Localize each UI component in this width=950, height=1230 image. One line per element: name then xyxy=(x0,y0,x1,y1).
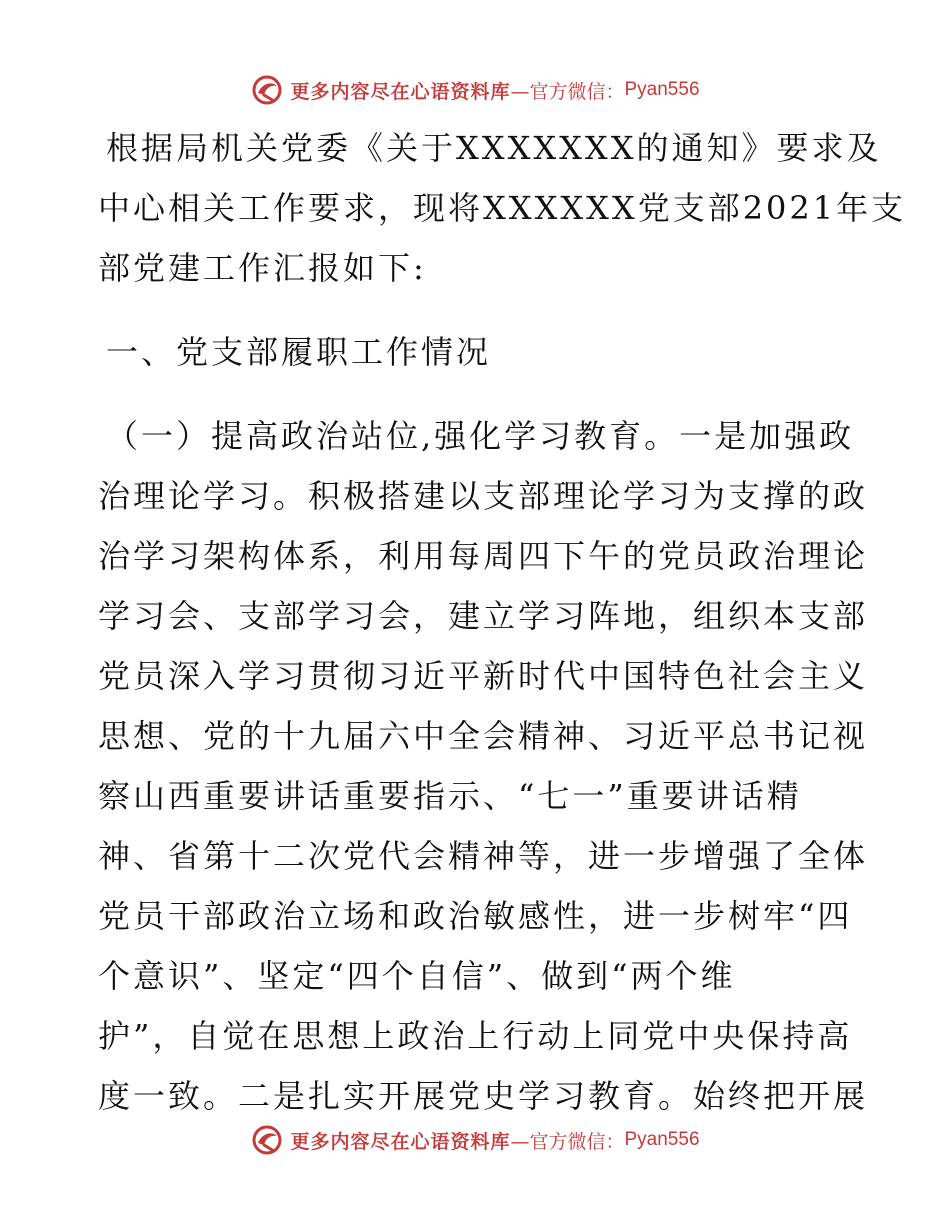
watermark-wechat-id: Pyan556 xyxy=(624,79,700,100)
watermark-wechat-id: Pyan556 xyxy=(624,1129,700,1150)
body-line: 思想、党的十九届六中全会精神、习近平总书记视 xyxy=(98,717,869,755)
body-line: 党员干部政治立场和政治敏感性，进一步树牢“四 xyxy=(98,897,853,935)
body-line: 神、省第十二次党代会精神等，进一步增强了全体 xyxy=(98,837,869,875)
body-line: 度一致。二是扎实开展党史学习教育。始终把开展 xyxy=(98,1077,869,1115)
watermark-separator: —官方微信： xyxy=(510,80,625,103)
watermark-separator: —官方微信： xyxy=(510,1130,625,1153)
body-line: 治学习架构体系，利用每周四下午的党员政治理论 xyxy=(98,537,869,575)
watermark-banner-top xyxy=(0,70,950,110)
watermark-banner-bottom xyxy=(0,1120,950,1160)
body-line: 学习会、支部学习会，建立学习阵地，组织本支部 xyxy=(98,597,869,635)
intro-line-2: 中心相关工作要求，现将XXXXXX党支部2021年支 xyxy=(98,189,907,227)
body-line: 护”，自觉在思想上政治上行动上同党中央保持高 xyxy=(98,1017,853,1055)
red-swirl-logo-icon xyxy=(250,73,284,107)
watermark-text: 更多内容尽在心语资料库 xyxy=(290,80,511,103)
body-line: （一）提高政治站位,强化学习教育。一是加强政 xyxy=(106,417,855,455)
section-heading: 一、党支部履职工作情况 xyxy=(106,333,492,371)
body-line: 党员深入学习贯彻习近平新时代中国特色社会主义 xyxy=(98,657,869,695)
body-line: 个意识”、坚定“四个自信”、做到“两个维 xyxy=(98,957,736,995)
body-line: 察山西重要讲话重要指示、“七一”重要讲话精 xyxy=(98,777,802,815)
document-body xyxy=(98,118,907,1126)
intro-line-1: 根据局机关党委《关于XXXXXXX的通知》要求及 xyxy=(106,129,882,167)
intro-line-3: 部党建工作汇报如下: xyxy=(98,249,427,287)
red-swirl-logo-icon xyxy=(250,1123,284,1157)
body-line: 治理论学习。积极搭建以支部理论学习为支撑的政 xyxy=(98,477,869,515)
watermark-text: 更多内容尽在心语资料库 xyxy=(290,1130,511,1153)
